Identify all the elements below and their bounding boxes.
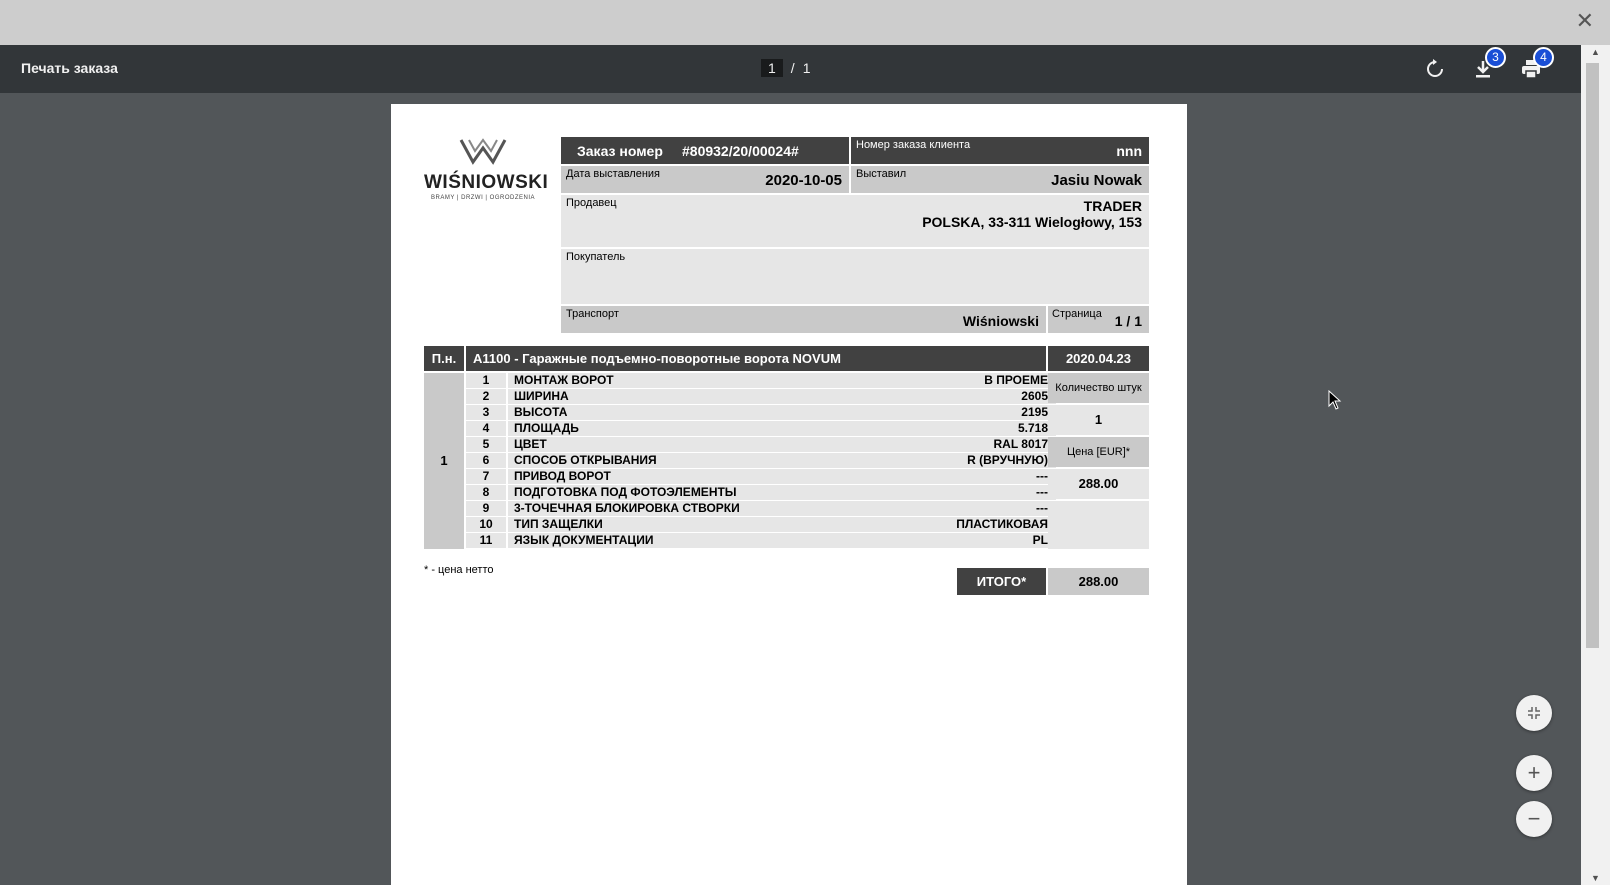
row-value: --- [1036, 469, 1048, 483]
table-row [466, 421, 1056, 437]
row-value: ПЛАСТИКОВАЯ [956, 517, 1048, 531]
row-name [508, 453, 1056, 468]
seller-name: TRADER [1083, 198, 1142, 214]
position-cell: 1 [424, 373, 464, 549]
viewer-top-strip [0, 0, 1610, 45]
table-row [466, 485, 1056, 501]
table-row [466, 469, 1056, 485]
row-name-text: МОНТАЖ ВОРОТ [514, 373, 614, 387]
issue-date-label: Дата выставления [566, 168, 660, 180]
table-row [466, 517, 1056, 533]
row-value: 2195 [1021, 405, 1048, 419]
row-value: 5.718 [1017, 421, 1048, 435]
page-separator: / [790, 60, 795, 76]
row-name-text: ТИП ЗАЩЕЛКИ [514, 517, 603, 531]
row-value: В ПРОЕМЕ [984, 373, 1048, 387]
qty-value: 1 [1048, 405, 1149, 435]
row-name-text: ШИРИНА [514, 389, 569, 403]
issue-date: 2020-10-05 [765, 172, 842, 189]
transport-value: Wiśniowski [962, 313, 1039, 329]
row-number: 9 [466, 501, 506, 516]
issued-by-cell [851, 166, 1149, 193]
order-number-label: Заказ номер [577, 143, 663, 159]
issue-date-cell [561, 166, 849, 193]
row-value: RAL 8017 [993, 437, 1048, 451]
row-name [508, 469, 1056, 484]
seller-label: Продавец [566, 197, 617, 209]
row-number: 10 [466, 517, 506, 532]
row-name [508, 517, 1056, 532]
row-name [508, 533, 1056, 548]
row-number: 7 [466, 469, 506, 484]
row-name-text: ПОДГОТОВКА ПОД ФОТОЭЛЕМЕНТЫ [514, 485, 737, 499]
table-row [466, 501, 1056, 517]
row-number: 6 [466, 453, 506, 468]
fit-to-page-button[interactable] [1516, 695, 1552, 731]
download-button[interactable] [1471, 50, 1499, 81]
row-number: 5 [466, 437, 506, 452]
row-name [508, 421, 1056, 436]
row-value: 2605 [1021, 389, 1048, 403]
transport-cell [561, 306, 1046, 333]
page-number-input[interactable]: 1 [761, 59, 783, 77]
viewer-toolbar [0, 45, 1581, 93]
row-name-text: ВЫСОТА [514, 405, 568, 419]
client-order-cell [851, 137, 1149, 164]
spec-rows [466, 373, 1046, 549]
table-row [466, 453, 1056, 469]
row-value: --- [1036, 485, 1048, 499]
page-value: 1 / 1 [1114, 313, 1142, 329]
row-name-text: ЦВЕТ [514, 437, 547, 451]
page-total: 1 [802, 60, 811, 76]
row-name-text: СПОСОБ ОТКРЫВАНИЯ [514, 453, 657, 467]
zoom-in-button[interactable] [1516, 755, 1552, 791]
print-button[interactable] [1519, 50, 1547, 81]
vertical-scrollbar[interactable] [1581, 45, 1610, 885]
row-number: 2 [466, 389, 506, 404]
issued-by-label: Выставил [856, 168, 907, 180]
document-title: Печать заказа [21, 60, 118, 76]
client-order-label: Номер заказа клиента [856, 139, 971, 151]
row-value: PL [1032, 533, 1048, 547]
order-number: #80932/20/00024# [682, 143, 799, 159]
table-row [466, 373, 1056, 389]
logo-mark-icon [458, 137, 508, 165]
close-icon[interactable]: ✕ [1575, 8, 1594, 33]
plus-icon: + [1527, 760, 1541, 785]
buyer-cell [561, 249, 1149, 304]
seller-address: POLSKA, 33-311 Wielogłowy, 153 [922, 214, 1142, 230]
download-badge: 3 [1485, 47, 1506, 68]
total-label: ИТОГО* [957, 568, 1046, 595]
mouse-cursor-icon [1328, 390, 1342, 410]
collapse-icon [1526, 705, 1542, 721]
price-label: Цена [EUR]* [1048, 437, 1149, 467]
row-number: 3 [466, 405, 506, 420]
row-number: 8 [466, 485, 506, 500]
table-row [466, 389, 1056, 405]
row-value: R (ВРУЧНУЮ) [967, 453, 1048, 467]
logo-tagline: BRAMY | DRZWI | OGRODZENIA [430, 195, 535, 201]
seller-cell [561, 195, 1149, 247]
row-name [508, 437, 1056, 452]
row-name [508, 485, 1056, 500]
transport-label: Транспорт [566, 308, 619, 320]
row-name [508, 373, 1056, 388]
row-value: --- [1036, 501, 1048, 515]
company-logo [424, 137, 549, 201]
table-row [466, 533, 1056, 549]
page-label: Страница [1052, 308, 1102, 320]
row-name-text: ПРИВОД ВОРОТ [514, 469, 611, 483]
row-number: 11 [466, 533, 506, 548]
row-name [508, 389, 1056, 404]
client-order-value: nnn [1116, 143, 1142, 159]
pdf-page [391, 104, 1187, 885]
issued-by: Jasiu Nowak [1051, 172, 1142, 189]
net-price-note: * - цена нетто [424, 564, 494, 576]
row-name-text: 3-ТОЧЕЧНАЯ БЛОКИРОВКА СТВОРКИ [514, 501, 740, 515]
empty-side-cell [1048, 501, 1149, 549]
scroll-up-arrow-icon[interactable]: ▲ [1591, 47, 1600, 57]
row-name-text: ПЛОЩАДЬ [514, 421, 579, 435]
qty-label: Количество штук [1048, 373, 1149, 403]
zoom-out-button[interactable] [1516, 801, 1552, 837]
scroll-down-arrow-icon[interactable]: ▼ [1591, 873, 1600, 883]
rotate-button[interactable] [1423, 57, 1447, 81]
page-indicator [761, 59, 810, 77]
print-badge: 4 [1533, 47, 1554, 68]
date-header: 2020.04.23 [1048, 346, 1149, 371]
buyer-label: Покупатель [566, 251, 626, 263]
row-number: 4 [466, 421, 506, 436]
scroll-thumb[interactable] [1586, 63, 1599, 648]
row-name [508, 405, 1056, 420]
table-row [466, 437, 1056, 453]
total-value: 288.00 [1048, 568, 1149, 595]
logo-brand: WIŚNIOWSKI [424, 172, 549, 193]
rotate-icon [1423, 57, 1447, 81]
row-name-text: ЯЗЫК ДОКУМЕНТАЦИИ [514, 533, 654, 547]
table-row [466, 405, 1056, 421]
order-number-cell [561, 137, 849, 164]
row-name [508, 501, 1056, 516]
row-number: 1 [466, 373, 506, 388]
page-cell [1048, 306, 1149, 333]
minus-icon: − [1527, 806, 1541, 831]
product-header: A1100 - Гаражные подъемно-поворотные ворота NOVUM [466, 346, 1046, 371]
price-value: 288.00 [1048, 469, 1149, 499]
pn-header: П.н. [424, 346, 464, 371]
